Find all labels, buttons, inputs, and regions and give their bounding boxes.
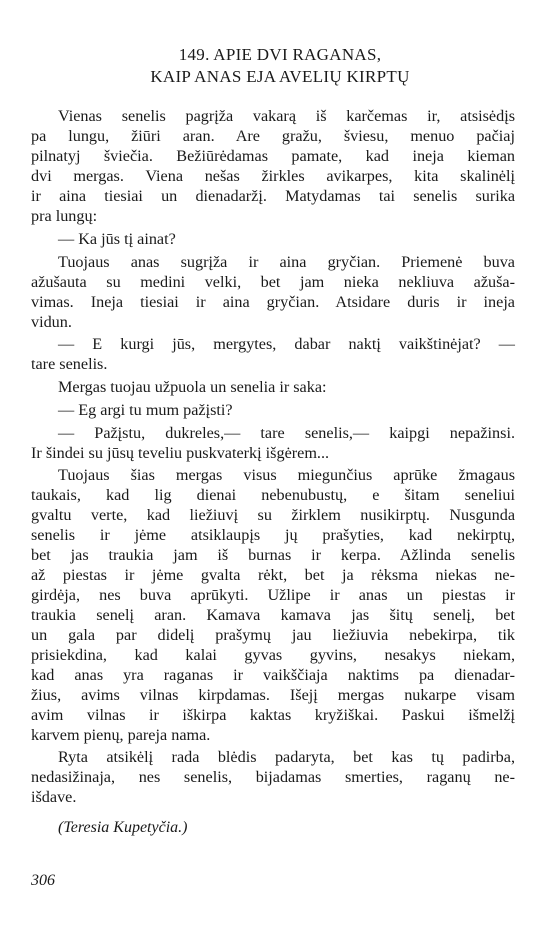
- body-line: vidun.: [31, 313, 72, 331]
- body-line: avim vilnas ir iškirpa kaktas kryžiškai. Paskui išmelžį: [31, 706, 515, 724]
- body-line: žius, avims vilnas kirpdamas. Išejį mergas nukarpe visam: [31, 686, 515, 704]
- body-line: dvi mergas. Viena nešas žirkles avikarpes, kita skalinėlį: [31, 167, 515, 185]
- body-line: ir aina tiesiai un dienadaržį. Matydamas tai senelis surika: [31, 187, 515, 205]
- body-line: Ir šindei su jūsų teveliu puskvaterkį išgėrem...: [31, 444, 330, 462]
- body-line: pra lungų:: [31, 207, 98, 225]
- body-line: — Pažįstu, dukreles,— tare senelis,— kaipgi nepažinsi.: [58, 424, 515, 442]
- body-line: išdave.: [31, 788, 77, 806]
- body-line: Mergas tuojau užpuola un senelia ir saka:: [58, 378, 327, 396]
- body-line: nedasižinaja, nes senelis, bijadamas smerties, raganų ne-: [31, 768, 515, 786]
- body-line: Ryta atsikėlį rada blėdis padaryta, bet kas tų padirba,: [58, 748, 515, 766]
- body-line: Tuojaus anas sugrįža ir aina gryčian. Priemenė buva: [58, 253, 515, 271]
- body-line: kad anas yra raganas ir vaikščiaja naktims pa dienadar-: [31, 666, 515, 684]
- body-line: — Eg argi tu mum pažįsti?: [58, 401, 233, 419]
- body-line: až piestas ir jėme gvalta rėkt, bet ja rėksma niekas ne-: [31, 566, 515, 584]
- story-title-line-2: KAIP ANAS EJA AVELIŲ KIRPTŲ: [150, 67, 410, 86]
- body-line: prisiekdina, kad kalai gyvas gyvins, nesakys niekam,: [31, 646, 515, 664]
- body-line: Vienas senelis pagrįža vakarą iš karčemas ir, atsisėdįs: [58, 107, 515, 125]
- body-line: gvaltu verte, kad liežiuvį su žirklem nusikirptų. Nusgunda: [31, 506, 515, 524]
- body-line: taukais, kad lig dienai nebenubustų, e šitam seneliui: [31, 486, 515, 504]
- body-line: bet jas traukia jam iš burnas ir kerpa. Ažlinda senelis: [31, 546, 515, 564]
- author-signature: (Teresia Kupetyčia.): [58, 819, 188, 836]
- body-line: tare senelis.: [31, 355, 108, 373]
- body-line: pilnatyj šviečia. Bežiūrėdamas pamate, kad ineja kieman: [31, 147, 515, 165]
- body-line: traukia senelį aran. Kamava kamava jas šitų senelį, bet: [31, 606, 515, 624]
- body-line: Tuojaus šias mergas visus miegunčius aprūke žmagaus: [58, 466, 515, 484]
- page-number: 306: [31, 872, 55, 889]
- body-line: — E kurgi jūs, mergytes, dabar naktį vaikštinėjat? —: [58, 335, 515, 353]
- body-line: karvem pienų, pareja nama.: [31, 726, 211, 744]
- body-line: girdėja, nes buva aprūkyti. Užlipe ir anas un piestas ir: [31, 586, 515, 604]
- body-line: — Ka jūs tį ainat?: [58, 230, 176, 248]
- body-line: vimas. Ineja tiesiai ir aina gryčian. Atsidare duris ir ineja: [31, 293, 515, 311]
- story-title-line-1: 149. APIE DVI RAGANAS,: [178, 45, 382, 64]
- body-line: pa lungu, žiūri aran. Are gražu, šviesu, menuo pačiaj: [31, 127, 515, 145]
- body-line: un gala par didelį prašymų jau liežiuvia nebekirpa, tik: [31, 626, 515, 644]
- body-line: ažušauta su medini velki, bet jam nieka nekliuva ažuša-: [31, 273, 515, 291]
- body-line: senelis ir jėme atsiklaupįs jų prašyties, kad nekirptų,: [31, 526, 515, 544]
